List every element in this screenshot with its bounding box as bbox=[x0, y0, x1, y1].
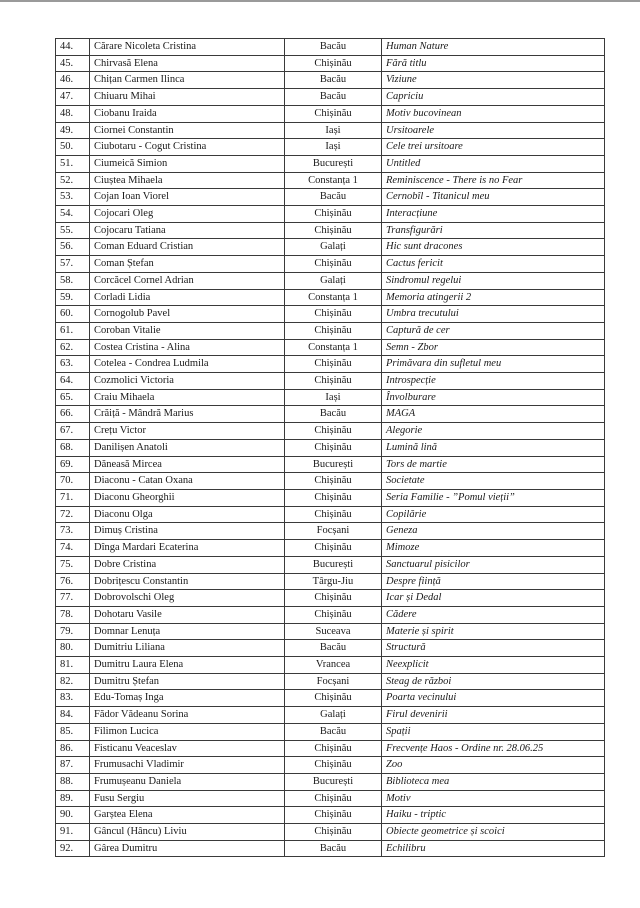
participant-city: Iași bbox=[285, 122, 382, 139]
participant-name: Gârea Dumitru bbox=[90, 840, 285, 857]
row-number: 64. bbox=[56, 373, 90, 390]
row-number: 45. bbox=[56, 55, 90, 72]
participant-name: Dobrovolschi Oleg bbox=[90, 590, 285, 607]
participant-city: Constanța 1 bbox=[285, 289, 382, 306]
table-row bbox=[56, 172, 605, 189]
participant-name: Dînga Mardari Ecaterina bbox=[90, 540, 285, 557]
artwork-title: Captură de cer bbox=[382, 322, 605, 339]
participant-name: Coroban Vitalie bbox=[90, 322, 285, 339]
artwork-title: Capriciu bbox=[382, 89, 605, 106]
participant-name: Diaconu Gheorghii bbox=[90, 489, 285, 506]
participant-city: Iași bbox=[285, 389, 382, 406]
participant-name: Fusu Sergiu bbox=[90, 790, 285, 807]
artwork-title: Structură bbox=[382, 640, 605, 657]
artwork-title: Lumină lină bbox=[382, 439, 605, 456]
artwork-title: Motiv bucovinean bbox=[382, 105, 605, 122]
table-row bbox=[56, 189, 605, 206]
row-number: 47. bbox=[56, 89, 90, 106]
artwork-title: Sanctuarul pisicilor bbox=[382, 556, 605, 573]
row-number: 77. bbox=[56, 590, 90, 607]
participant-city: Chișinău bbox=[285, 105, 382, 122]
table-row bbox=[56, 239, 605, 256]
participant-name: Diaconu Olga bbox=[90, 506, 285, 523]
row-number: 59. bbox=[56, 289, 90, 306]
row-number: 81. bbox=[56, 657, 90, 674]
table-row bbox=[56, 322, 605, 339]
table-row bbox=[56, 473, 605, 490]
participant-name: Garștea Elena bbox=[90, 807, 285, 824]
row-number: 84. bbox=[56, 707, 90, 724]
table-row bbox=[56, 423, 605, 440]
artwork-title: Cernobîl - Titanicul meu bbox=[382, 189, 605, 206]
participant-name: Dumitriu Liliana bbox=[90, 640, 285, 657]
participant-name: Frumusachi Vladimir bbox=[90, 757, 285, 774]
participant-city: București bbox=[285, 773, 382, 790]
row-number: 62. bbox=[56, 339, 90, 356]
artwork-title: Primăvara din sufletul meu bbox=[382, 356, 605, 373]
participant-city: Bacău bbox=[285, 640, 382, 657]
row-number: 49. bbox=[56, 122, 90, 139]
row-number: 53. bbox=[56, 189, 90, 206]
artwork-title: Viziune bbox=[382, 72, 605, 89]
participants-table-body bbox=[56, 39, 605, 857]
row-number: 76. bbox=[56, 573, 90, 590]
artwork-title: Introspecție bbox=[382, 373, 605, 390]
participant-city: Chișinău bbox=[285, 356, 382, 373]
table-row bbox=[56, 306, 605, 323]
table-row bbox=[56, 256, 605, 273]
row-number: 63. bbox=[56, 356, 90, 373]
artwork-title: Mimoze bbox=[382, 540, 605, 557]
participant-city: Chișinău bbox=[285, 322, 382, 339]
participant-city: Chișinău bbox=[285, 824, 382, 841]
artwork-title: Alegorie bbox=[382, 423, 605, 440]
table-row bbox=[56, 623, 605, 640]
artwork-title: Icar și Dedal bbox=[382, 590, 605, 607]
artwork-title: Tors de martie bbox=[382, 456, 605, 473]
participant-city: Constanța 1 bbox=[285, 172, 382, 189]
table-row bbox=[56, 72, 605, 89]
participant-name: Danilișen Anatoli bbox=[90, 439, 285, 456]
artwork-title: Zoo bbox=[382, 757, 605, 774]
artwork-title: Reminiscence - There is no Fear bbox=[382, 172, 605, 189]
participant-name: Chițan Carmen Ilinca bbox=[90, 72, 285, 89]
table-row bbox=[56, 540, 605, 557]
participant-city: Chișinău bbox=[285, 473, 382, 490]
artwork-title: Steag de război bbox=[382, 673, 605, 690]
row-number: 82. bbox=[56, 673, 90, 690]
participant-name: Ciobanu Iraida bbox=[90, 105, 285, 122]
table-row bbox=[56, 105, 605, 122]
participant-name: Corladi Lidia bbox=[90, 289, 285, 306]
participant-name: Cotelea - Condrea Ludmila bbox=[90, 356, 285, 373]
table-row bbox=[56, 406, 605, 423]
artwork-title: Echilibru bbox=[382, 840, 605, 857]
table-row bbox=[56, 723, 605, 740]
row-number: 51. bbox=[56, 155, 90, 172]
row-number: 87. bbox=[56, 757, 90, 774]
participant-name: Coman Eduard Cristian bbox=[90, 239, 285, 256]
table-row bbox=[56, 389, 605, 406]
row-number: 50. bbox=[56, 139, 90, 156]
artwork-title: Cactus fericit bbox=[382, 256, 605, 273]
participant-city: Chișinău bbox=[285, 590, 382, 607]
participant-city: Chișinău bbox=[285, 373, 382, 390]
participant-name: Frumușeanu Daniela bbox=[90, 773, 285, 790]
table-row bbox=[56, 773, 605, 790]
participant-city: Vrancea bbox=[285, 657, 382, 674]
table-row bbox=[56, 824, 605, 841]
participant-city: Galați bbox=[285, 239, 382, 256]
participant-city: București bbox=[285, 556, 382, 573]
artwork-title: Human Nature bbox=[382, 39, 605, 56]
participant-city: Chișinău bbox=[285, 423, 382, 440]
artwork-title: Frecvențe Haos - Ordine nr. 28.06.25 bbox=[382, 740, 605, 757]
participant-city: Târgu-Jiu bbox=[285, 573, 382, 590]
participant-city: Chișinău bbox=[285, 439, 382, 456]
participant-city: Suceava bbox=[285, 623, 382, 640]
row-number: 57. bbox=[56, 256, 90, 273]
row-number: 88. bbox=[56, 773, 90, 790]
table-row bbox=[56, 523, 605, 540]
participant-name: Dimuș Cristina bbox=[90, 523, 285, 540]
table-row bbox=[56, 356, 605, 373]
row-number: 91. bbox=[56, 824, 90, 841]
artwork-title: Învolburare bbox=[382, 389, 605, 406]
participant-name: Fădor Vădeanu Sorina bbox=[90, 707, 285, 724]
table-row bbox=[56, 807, 605, 824]
row-number: 56. bbox=[56, 239, 90, 256]
artwork-title: Obiecte geometrice și scoici bbox=[382, 824, 605, 841]
artwork-title: Firul devenirii bbox=[382, 707, 605, 724]
row-number: 44. bbox=[56, 39, 90, 56]
participant-city: București bbox=[285, 155, 382, 172]
participant-city: Focșani bbox=[285, 523, 382, 540]
participant-city: Chișinău bbox=[285, 256, 382, 273]
artwork-title: Copilărie bbox=[382, 506, 605, 523]
participant-name: Diaconu - Catan Oxana bbox=[90, 473, 285, 490]
table-row bbox=[56, 757, 605, 774]
table-row bbox=[56, 657, 605, 674]
top-border-line bbox=[0, 0, 640, 2]
participant-city: Chișinău bbox=[285, 807, 382, 824]
row-number: 72. bbox=[56, 506, 90, 523]
participant-name: Ciubotaru - Cogut Cristina bbox=[90, 139, 285, 156]
artwork-title: Transfigurări bbox=[382, 222, 605, 239]
table-row bbox=[56, 690, 605, 707]
artwork-title: Materie și spirit bbox=[382, 623, 605, 640]
row-number: 48. bbox=[56, 105, 90, 122]
row-number: 89. bbox=[56, 790, 90, 807]
participants-table bbox=[55, 38, 605, 857]
participant-name: Domnar Lenuța bbox=[90, 623, 285, 640]
row-number: 90. bbox=[56, 807, 90, 824]
artwork-title: Sindromul regelui bbox=[382, 272, 605, 289]
participant-city: Chișinău bbox=[285, 489, 382, 506]
artwork-title: Seria Familie - ”Pomul vieții” bbox=[382, 489, 605, 506]
participant-city: Iași bbox=[285, 139, 382, 156]
artwork-title: Ursitoarele bbox=[382, 122, 605, 139]
artwork-title: Despre ființă bbox=[382, 573, 605, 590]
row-number: 46. bbox=[56, 72, 90, 89]
table-row bbox=[56, 439, 605, 456]
participant-city: Galați bbox=[285, 272, 382, 289]
artwork-title: Memoria atingerii 2 bbox=[382, 289, 605, 306]
participant-name: Dăneasă Mircea bbox=[90, 456, 285, 473]
table-row bbox=[56, 289, 605, 306]
table-row bbox=[56, 489, 605, 506]
participant-city: Bacău bbox=[285, 840, 382, 857]
participant-name: Gâncul (Hâncu) Liviu bbox=[90, 824, 285, 841]
table-row bbox=[56, 673, 605, 690]
table-row bbox=[56, 640, 605, 657]
participant-name: Dobre Cristina bbox=[90, 556, 285, 573]
participant-city: Chișinău bbox=[285, 540, 382, 557]
participant-city: Chișinău bbox=[285, 206, 382, 223]
participant-city: Chișinău bbox=[285, 506, 382, 523]
artwork-title: Geneza bbox=[382, 523, 605, 540]
row-number: 69. bbox=[56, 456, 90, 473]
participant-name: Fisticanu Veaceslav bbox=[90, 740, 285, 757]
table-row bbox=[56, 155, 605, 172]
participant-name: Cărare Nicoleta Cristina bbox=[90, 39, 285, 56]
row-number: 79. bbox=[56, 623, 90, 640]
artwork-title: Fără titlu bbox=[382, 55, 605, 72]
table-row bbox=[56, 590, 605, 607]
artwork-title: Hic sunt dracones bbox=[382, 239, 605, 256]
artwork-title: Societate bbox=[382, 473, 605, 490]
participant-city: Bacău bbox=[285, 72, 382, 89]
participant-city: Bacău bbox=[285, 89, 382, 106]
participant-name: Ciumeică Simion bbox=[90, 155, 285, 172]
artwork-title: Umbra trecutului bbox=[382, 306, 605, 323]
artwork-title: Semn - Zbor bbox=[382, 339, 605, 356]
table-row bbox=[56, 272, 605, 289]
row-number: 74. bbox=[56, 540, 90, 557]
participant-name: Cojocari Oleg bbox=[90, 206, 285, 223]
participant-name: Chiuaru Mihai bbox=[90, 89, 285, 106]
participant-city: Bacău bbox=[285, 723, 382, 740]
participant-city: Galați bbox=[285, 707, 382, 724]
row-number: 52. bbox=[56, 172, 90, 189]
participant-name: Dohotaru Vasile bbox=[90, 606, 285, 623]
table-row bbox=[56, 556, 605, 573]
row-number: 78. bbox=[56, 606, 90, 623]
participant-city: Chișinău bbox=[285, 55, 382, 72]
participant-city: Chișinău bbox=[285, 306, 382, 323]
artwork-title: Haiku - triptic bbox=[382, 807, 605, 824]
participant-name: Dumitru Laura Elena bbox=[90, 657, 285, 674]
row-number: 70. bbox=[56, 473, 90, 490]
artwork-title: MAGA bbox=[382, 406, 605, 423]
row-number: 55. bbox=[56, 222, 90, 239]
participant-name: Coman Ștefan bbox=[90, 256, 285, 273]
participant-name: Edu-Tomaș Inga bbox=[90, 690, 285, 707]
participant-name: Dumitru Ștefan bbox=[90, 673, 285, 690]
participant-name: Corcăcel Cornel Adrian bbox=[90, 272, 285, 289]
participant-city: Chișinău bbox=[285, 790, 382, 807]
participant-city: Focșani bbox=[285, 673, 382, 690]
row-number: 86. bbox=[56, 740, 90, 757]
participant-city: Chișinău bbox=[285, 757, 382, 774]
table-row bbox=[56, 790, 605, 807]
participant-name: Crăiță - Mândră Marius bbox=[90, 406, 285, 423]
participant-name: Cornogolub Pavel bbox=[90, 306, 285, 323]
table-row bbox=[56, 606, 605, 623]
row-number: 66. bbox=[56, 406, 90, 423]
artwork-title: Cădere bbox=[382, 606, 605, 623]
artwork-title: Cele trei ursitoare bbox=[382, 139, 605, 156]
row-number: 67. bbox=[56, 423, 90, 440]
row-number: 75. bbox=[56, 556, 90, 573]
participant-name: Crețu Victor bbox=[90, 423, 285, 440]
participant-name: Cozmolici Victoria bbox=[90, 373, 285, 390]
row-number: 61. bbox=[56, 322, 90, 339]
row-number: 80. bbox=[56, 640, 90, 657]
table-row bbox=[56, 373, 605, 390]
table-row bbox=[56, 456, 605, 473]
participant-name: Craiu Mihaela bbox=[90, 389, 285, 406]
participant-city: Constanța 1 bbox=[285, 339, 382, 356]
artwork-title: Neexplicit bbox=[382, 657, 605, 674]
participant-name: Filimon Lucica bbox=[90, 723, 285, 740]
table-row bbox=[56, 740, 605, 757]
row-number: 71. bbox=[56, 489, 90, 506]
participant-city: București bbox=[285, 456, 382, 473]
artwork-title: Interacțiune bbox=[382, 206, 605, 223]
table-row bbox=[56, 573, 605, 590]
table-row bbox=[56, 55, 605, 72]
participant-city: Bacău bbox=[285, 406, 382, 423]
table-row bbox=[56, 506, 605, 523]
table-row bbox=[56, 122, 605, 139]
row-number: 92. bbox=[56, 840, 90, 857]
row-number: 68. bbox=[56, 439, 90, 456]
participant-city: Bacău bbox=[285, 189, 382, 206]
table-row bbox=[56, 89, 605, 106]
table-row bbox=[56, 139, 605, 156]
participant-name: Cojocaru Tatiana bbox=[90, 222, 285, 239]
participant-name: Ciuștea Mihaela bbox=[90, 172, 285, 189]
participant-name: Chirvasă Elena bbox=[90, 55, 285, 72]
participant-city: Bacău bbox=[285, 39, 382, 56]
artwork-title: Untitled bbox=[382, 155, 605, 172]
artwork-title: Spații bbox=[382, 723, 605, 740]
participant-name: Dobrițescu Constantin bbox=[90, 573, 285, 590]
table-row bbox=[56, 707, 605, 724]
participant-city: Chișinău bbox=[285, 740, 382, 757]
row-number: 54. bbox=[56, 206, 90, 223]
participant-name: Cojan Ioan Viorel bbox=[90, 189, 285, 206]
row-number: 65. bbox=[56, 389, 90, 406]
participant-name: Ciornei Constantin bbox=[90, 122, 285, 139]
participant-city: Chișinău bbox=[285, 222, 382, 239]
participant-city: Chișinău bbox=[285, 690, 382, 707]
table-row bbox=[56, 840, 605, 857]
row-number: 73. bbox=[56, 523, 90, 540]
table-row bbox=[56, 222, 605, 239]
table-row bbox=[56, 39, 605, 56]
table-row bbox=[56, 339, 605, 356]
artwork-title: Motiv bbox=[382, 790, 605, 807]
artwork-title: Poarta vecinului bbox=[382, 690, 605, 707]
row-number: 60. bbox=[56, 306, 90, 323]
participant-name: Costea Cristina - Alina bbox=[90, 339, 285, 356]
row-number: 58. bbox=[56, 272, 90, 289]
participant-city: Chișinău bbox=[285, 606, 382, 623]
row-number: 83. bbox=[56, 690, 90, 707]
artwork-title: Biblioteca mea bbox=[382, 773, 605, 790]
row-number: 85. bbox=[56, 723, 90, 740]
table-row bbox=[56, 206, 605, 223]
